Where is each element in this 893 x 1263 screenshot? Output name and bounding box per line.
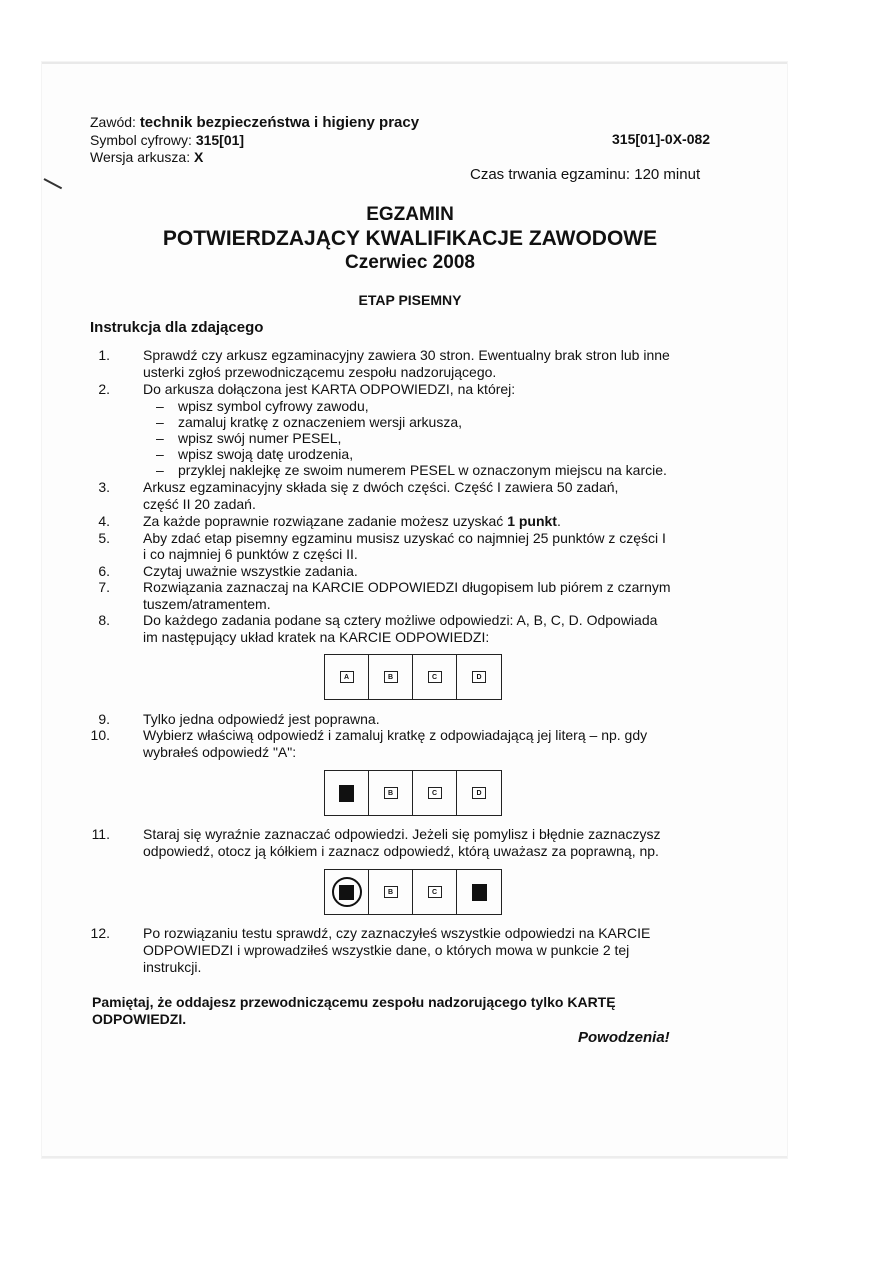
symbol-value: 315[01]	[195, 132, 245, 148]
item-12-number: 12.	[90, 925, 110, 941]
answer-cell-c	[413, 870, 457, 914]
filled-answer-mark	[339, 785, 354, 802]
header-profession	[90, 114, 419, 131]
item-2-number: 2.	[98, 381, 110, 397]
scan-top-edge	[42, 62, 787, 64]
answer-box-b: B	[384, 787, 398, 799]
version-value: X	[194, 149, 204, 165]
answer-box-c: C	[428, 787, 442, 799]
item-1-line-2: usterki zgłoś przewodniczącemu zespołu nadzorującego.	[143, 364, 497, 380]
item-2-text: Do arkusza dołączona jest KARTA ODPOWIEDZI, na której:	[143, 381, 516, 397]
item-6-text: Czytaj uważnie wszystkie zadania.	[143, 563, 358, 579]
title-line-1: EGZAMIN	[366, 204, 454, 225]
answer-grid-example-marked-a	[324, 770, 502, 816]
filled-answer-mark	[339, 885, 354, 900]
answer-cell-b	[369, 655, 413, 699]
sub-text: wpisz symbol cyfrowy zawodu,	[178, 398, 369, 414]
reminder-line-1: Pamiętaj, że oddajesz przewodniczącemu zespołu nadzorującego tylko KARTĘ	[92, 994, 616, 1010]
answer-grid-example-blank	[324, 654, 502, 700]
item-7-number: 7.	[98, 579, 110, 595]
item-2-sub-3	[156, 430, 341, 447]
exam-code: 315[01]-0X-082	[612, 131, 711, 147]
sub-text: wpisz swój numer PESEL,	[178, 430, 342, 446]
answer-cell-b	[369, 771, 413, 815]
dash: –	[156, 414, 164, 430]
item-4-text	[143, 513, 733, 530]
item-10-line-1: Wybierz właściwą odpowiedź i zamaluj kratkę z odpowiadającą jej literą – np. gdy	[143, 727, 648, 743]
item-12-line-1: Po rozwiązaniu testu sprawdź, czy zaznaczyłeś wszystkie odpowiedzi na KARCIE	[143, 925, 651, 941]
item-8-number: 8.	[98, 612, 110, 628]
answer-box-a: A	[340, 671, 354, 683]
answer-grid-example-corrected	[324, 869, 502, 915]
sub-text: zamaluj kratkę z oznaczeniem wersji arkusza,	[178, 414, 462, 430]
profession-value: technik bezpieczeństwa i higieny pracy	[139, 114, 420, 131]
profession-label: Zawód:	[90, 114, 136, 130]
item-2-sub-2	[156, 414, 462, 431]
item-3-number: 3.	[98, 479, 110, 495]
title-line-2: POTWIERDZAJĄCY KWALIFIKACJE ZAWODOWE	[162, 227, 658, 250]
header-version	[90, 149, 203, 166]
answer-box-b: B	[384, 671, 398, 683]
item-12-line-2: ODPOWIEDZI i wprowadziłeś wszystkie dane, o których mowa w punkcie 2 tej	[143, 942, 630, 958]
answer-cell-a	[325, 870, 369, 914]
version-label: Wersja arkusza:	[90, 149, 191, 165]
sub-text: wpisz swoją datę urodzenia,	[178, 446, 354, 462]
reminder-line-2: ODPOWIEDZI.	[92, 1011, 187, 1027]
sub-text: przyklej naklejkę ze swoim numerem PESEL w oznaczonym miejscu na karcie.	[178, 462, 667, 478]
answer-cell-c	[413, 771, 457, 815]
scan-bottom-edge	[42, 1156, 787, 1158]
answer-box-c: C	[428, 671, 442, 683]
item-8-line-2: im następujący układ kratek na KARCIE ODPOWIEDZI:	[143, 629, 490, 645]
answer-cell-d	[457, 870, 501, 914]
answer-cell-b	[369, 870, 413, 914]
item-2-sub-5	[156, 462, 667, 479]
item-3-line-1: Arkusz egzaminacyjny składa się z dwóch części. Część I zawiera 50 zadań,	[143, 479, 619, 495]
answer-box-d: D	[472, 787, 486, 799]
item-5-line-2: i co najmniej 6 punktów z części II.	[143, 546, 358, 562]
title-line-3: Czerwiec 2008	[345, 252, 475, 273]
instructions-heading: Instrukcja dla zdającego	[90, 319, 264, 336]
item-7-line-2: tuszem/atramentem.	[143, 596, 271, 612]
item-3-line-2: część II 20 zadań.	[143, 496, 256, 512]
item-9-text: Tylko jedna odpowiedź jest poprawna.	[143, 711, 380, 727]
exam-duration: Czas trwania egzaminu: 120 minut	[470, 166, 701, 183]
answer-cell-d	[457, 771, 501, 815]
item-5-line-1: Aby zdać etap pisemny egzaminu musisz uzyskać co najmniej 25 punktów z części I	[143, 530, 666, 546]
stage-title: ETAP PISEMNY	[358, 292, 462, 308]
item-4-post: .	[556, 513, 561, 529]
answer-box-c: C	[428, 886, 442, 898]
item-2-sub-1	[156, 398, 369, 415]
item-5-number: 5.	[98, 530, 110, 546]
item-9-number: 9.	[98, 711, 110, 727]
good-luck: Powodzenia!	[578, 1029, 670, 1046]
item-11-line-2: odpowiedź, otocz ją kółkiem i zaznacz odpowiedź, którą uważasz za poprawną, np.	[143, 843, 659, 859]
answer-cell-d	[457, 655, 501, 699]
answer-box-b: B	[384, 886, 398, 898]
item-2-sub-4	[156, 446, 353, 463]
item-7-line-1: Rozwiązania zaznaczaj na KARCIE ODPOWIEDZI długopisem lub piórem z czarnym	[143, 579, 671, 595]
item-11-line-1: Staraj się wyraźnie zaznaczać odpowiedzi. Jeżeli się pomylisz i błędnie zaznaczysz	[143, 826, 661, 842]
dash: –	[156, 430, 164, 446]
item-8-line-1: Do każdego zadania podane są cztery możliwe odpowiedzi: A, B, C, D. Odpowiada	[143, 612, 658, 628]
item-4-number: 4.	[98, 513, 110, 529]
answer-cell-a	[325, 771, 369, 815]
filled-answer-mark	[472, 884, 487, 901]
symbol-label: Symbol cyfrowy:	[90, 132, 192, 148]
item-12-line-3: instrukcji.	[143, 959, 202, 975]
item-10-number: 10.	[90, 727, 110, 743]
item-4-pre: Za każde poprawnie rozwiązane zadanie możesz uzyskać	[143, 513, 508, 529]
item-1-number: 1.	[98, 347, 110, 363]
dash: –	[156, 462, 164, 478]
answer-box-d: D	[472, 671, 486, 683]
dash: –	[156, 398, 164, 414]
circled-answer-mark	[332, 877, 362, 907]
answer-cell-c	[413, 655, 457, 699]
item-4-points: 1 punkt	[507, 513, 557, 529]
item-6-number: 6.	[98, 563, 110, 579]
dash: –	[156, 446, 164, 462]
header-symbol	[90, 132, 244, 149]
item-10-line-2: wybrałeś odpowiedź "A":	[143, 744, 297, 760]
item-11-number: 11.	[91, 826, 110, 842]
reminder	[92, 994, 752, 1028]
answer-cell-a	[325, 655, 369, 699]
item-1-line-1: Sprawdź czy arkusz egzaminacyjny zawiera 30 stron. Ewentualny brak stron lub inne	[143, 347, 670, 363]
